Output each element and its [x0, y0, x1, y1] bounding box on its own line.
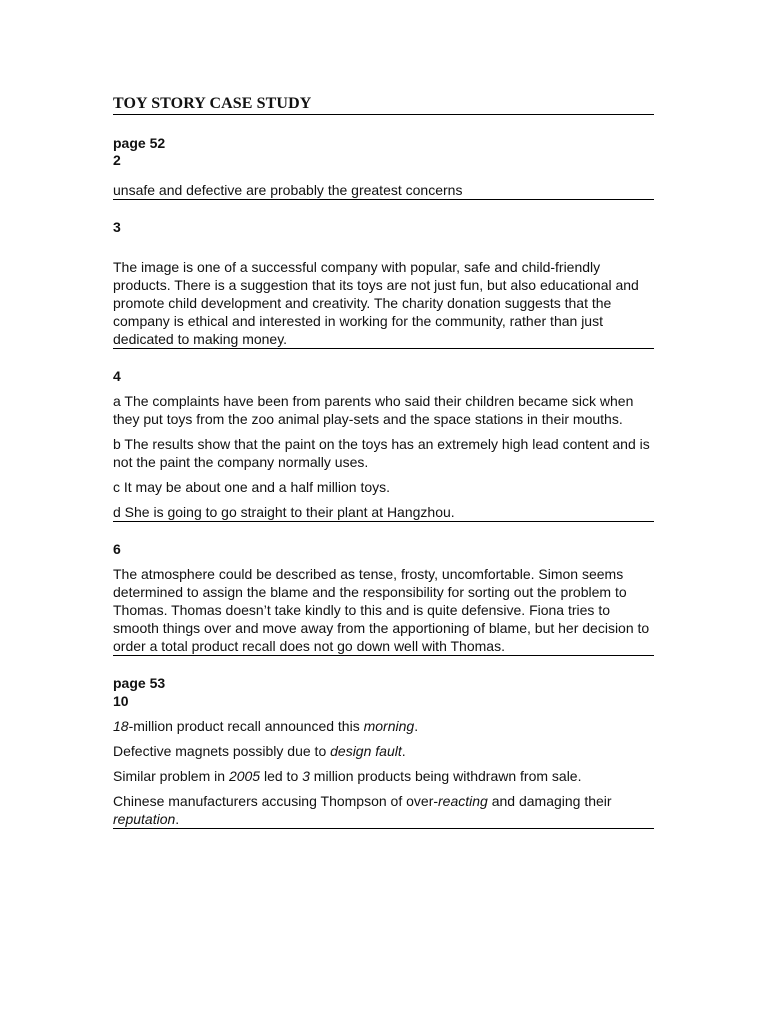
question-2-number: 2	[113, 152, 121, 168]
question-2-answer: unsafe and defective are probably the greatest concerns	[113, 182, 463, 198]
answer-text: million products being withdrawn from sale.	[309, 768, 582, 784]
filled-gap: reputation	[113, 811, 176, 827]
answer-text: and damaging their	[487, 793, 612, 809]
document-title: TOY STORY CASE STUDY	[113, 94, 654, 115]
question-10-line-4	[113, 792, 654, 828]
question-4b-answer: b The results show that the paint on the toys has an extremely high lead content and is not the paint the company normally uses.	[113, 436, 650, 470]
document	[113, 94, 654, 829]
question-10-line-3	[113, 767, 654, 785]
filled-gap: morning	[363, 718, 415, 734]
question-6-answer: The atmosphere could be described as tense, frosty, uncomfortable. Simon seems determined to assign the blame and the responsibility for sorting out the problem to Thomas. Thomas doesn’t take kindly to this and is quite defensive. Fiona tries to smooth things over and move away from the apportioning of blame, but her decision to order a total product recall does not go down well with Thomas.	[113, 566, 650, 654]
answer-text: led to	[260, 768, 303, 784]
question-10-section	[113, 717, 654, 829]
question-4d-answer: d She is going to go straight to their plant at Hangzhou.	[113, 504, 455, 520]
filled-gap: 18	[113, 718, 129, 734]
filled-gap: 2005	[228, 768, 261, 784]
page-52-label: page 52	[113, 135, 166, 151]
question-3-answer: The image is one of a successful company with popular, safe and child-friendly products. There is a suggestion that its toys are not just fun, but also educational and promote child development and creativity. The charity donation suggests that the company is ethical and interested in working for the community, rather than just dedicated to making money.	[113, 259, 639, 347]
question-6-number: 6	[113, 541, 121, 557]
filled-gap: reacting	[438, 793, 488, 809]
question-10-line-1	[113, 717, 654, 735]
question-4-number: 4	[113, 368, 121, 384]
filled-gap: design fault	[330, 743, 402, 759]
question-10-number: 10	[113, 693, 129, 709]
answer-text: Chinese manufacturers accusing Thompson of over-	[113, 793, 439, 809]
question-3-section	[113, 258, 654, 349]
answer-text: .	[414, 718, 419, 734]
answer-text: .	[401, 743, 406, 759]
answer-text: Defective magnets possibly due to	[113, 743, 331, 759]
question-3-number: 3	[113, 219, 121, 235]
answer-text: .	[175, 811, 180, 827]
question-4c-answer: c It may be about one and a half million toys.	[113, 479, 391, 495]
answer-text: -million product recall announced this	[128, 718, 364, 734]
question-10-line-2	[113, 742, 654, 760]
answer-text: Similar problem in	[113, 768, 229, 784]
page-53-label: page 53	[113, 675, 166, 691]
question-6-section	[113, 565, 654, 656]
question-2-section	[113, 181, 654, 200]
question-4-section	[113, 392, 654, 522]
filled-gap: 3	[302, 768, 310, 784]
question-4a-answer: a The complaints have been from parents who said their children became sick when they put toys from the zoo animal play-sets and the space stations in their mouths.	[113, 393, 634, 427]
